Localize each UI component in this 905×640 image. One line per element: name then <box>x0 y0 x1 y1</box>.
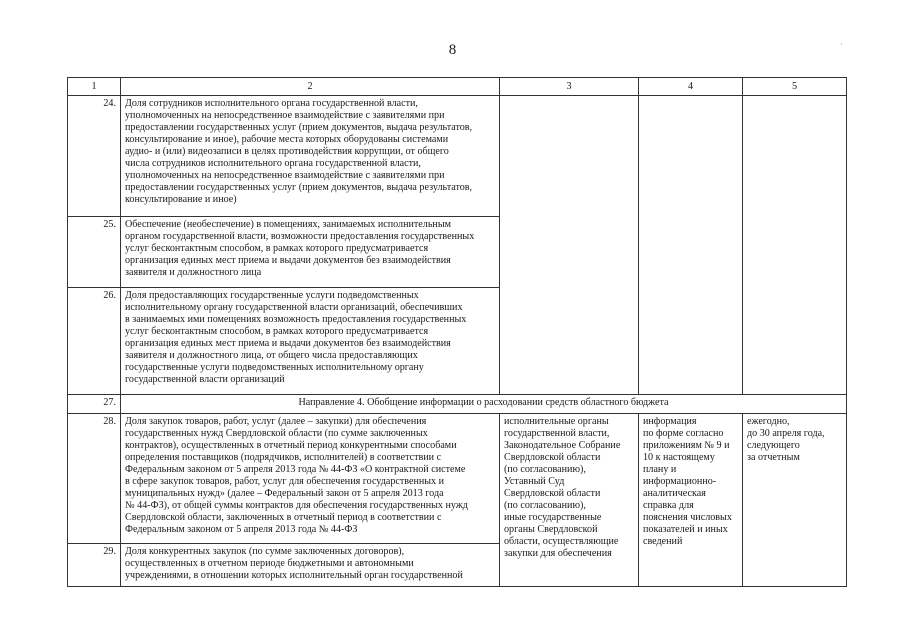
text-line: государственной власти организаций <box>125 374 285 385</box>
text-line: муниципальных нужд» (далее – Федеральный закон от 5 апреля 2013 года <box>125 488 444 499</box>
text-line: плану и <box>643 464 677 475</box>
text-line: ежегодно, <box>747 416 790 427</box>
text-line: уполномоченных на непосредственное взаимодействие с заявителями при <box>125 110 445 121</box>
text-line: приложениям № 9 и <box>643 440 730 451</box>
text-line: показателей и иных <box>643 524 728 535</box>
responsible-cell <box>500 96 639 395</box>
row-number: 27. <box>68 395 121 414</box>
text-line: государственной власти, <box>504 428 610 439</box>
text-line: услуг бесконтактным способом, в рамках которого предусматривается <box>125 326 429 337</box>
text-line: за отчетным <box>747 452 800 463</box>
text-line: Федеральным законом от 5 апреля 2013 года № 44-ФЗ <box>125 524 358 535</box>
text-line: информационно- <box>643 476 717 487</box>
text-line: предоставлении государственных услуг (прием документов, выдача результатов, <box>125 182 473 193</box>
text-line: исполнительному органу государственной власти организаций, обеспечивших <box>125 302 463 313</box>
text-line: Доля конкурентных закупок (по сумме заключенных договоров), <box>125 546 405 557</box>
source-cell <box>639 414 743 587</box>
text-line: консультирование и иное), рабочие места которых оборудованы системами <box>125 134 449 145</box>
text-line: № 44-ФЗ), от общей суммы контрактов для обеспечения государственных нужд <box>125 500 468 511</box>
section-title: Направление 4. Обобщение информации о расходовании средств областного бюджета <box>121 395 847 414</box>
text-line: Свердловской области, заключенных в отчетный период в соответствии с <box>125 512 442 523</box>
text-line: Обеспечение (необеспечение) в помещениях, занимаемых исполнительным <box>125 219 451 230</box>
text-line: Доля закупок товаров, работ, услуг (далее – закупки) для обеспечения <box>125 416 427 427</box>
source-cell <box>639 96 743 395</box>
text-line: организация единых мест приема и выдачи документов без взаимодействия <box>125 338 451 349</box>
header-col-1: 1 <box>68 78 121 96</box>
text-line: в сфере закупок товаров, работ, услуг для обеспечения государственных и <box>125 476 445 487</box>
section-row <box>68 395 847 414</box>
deadline-cell <box>743 96 847 395</box>
indicator-text <box>121 217 500 288</box>
table-header-row <box>68 78 847 96</box>
text-line: Уставный Суд <box>504 476 565 487</box>
text-line: Свердловской области <box>504 488 601 499</box>
text-line: пояснения числовых <box>643 512 732 523</box>
text-line: определения поставщиков (подрядчиков, исполнителей) в соответствии с <box>125 452 442 463</box>
text-line: услуг бесконтактным способом, в рамках которого предусматривается <box>125 243 429 254</box>
text-line: справка для <box>643 500 694 511</box>
scan-mark: · <box>840 40 843 49</box>
text-line: Федеральным законом от 5 апреля 2013 года № 44-ФЗ «О контрактной системе <box>125 464 466 475</box>
text-line: осуществленных в отчетном периоде бюджетными и автономными <box>125 558 414 569</box>
deadline-cell <box>743 414 847 587</box>
text-line: иные государственные <box>504 512 602 523</box>
text-line: исполнительные органы <box>504 416 609 427</box>
header-col-3: 3 <box>500 78 639 96</box>
text-line: (по согласованию), <box>504 500 586 511</box>
text-line: до 30 апреля года, <box>747 428 825 439</box>
text-line: (по согласованию), <box>504 464 586 475</box>
text-line: числа сотрудников исполнительного органа государственной власти, <box>125 158 421 169</box>
text-line: Свердловской области <box>504 452 601 463</box>
text-line: заявителя и должностного лица <box>125 267 262 278</box>
header-col-2: 2 <box>121 78 500 96</box>
text-line: в занимаемых ими помещениях возможность предоставления государственных <box>125 314 467 325</box>
header-col-5: 5 <box>743 78 847 96</box>
text-line: органом государственной власти, возможности предоставления государственных <box>125 231 475 242</box>
text-line: Законодательное Собрание <box>504 440 621 451</box>
text-line: учреждениями, в отношении которых исполнительный орган государственной <box>125 570 463 581</box>
text-line: информация <box>643 416 697 427</box>
text-line: заявителя и должностного лица, от общего числа предоставляющих <box>125 350 418 361</box>
text-line: аналитическая <box>643 488 706 499</box>
table-row <box>68 96 847 217</box>
header-col-4: 4 <box>639 78 743 96</box>
text-line: по форме согласно <box>643 428 724 439</box>
text-line: организация единых мест приема и выдачи документов без взаимодействия <box>125 255 451 266</box>
page-number: 8 <box>448 42 457 58</box>
text-line: предоставлении государственных услуг (прием документов, выдача результатов, <box>125 122 473 133</box>
text-line: области, осуществляющие <box>504 536 619 547</box>
indicator-text <box>121 96 500 217</box>
text-line: Доля сотрудников исполнительного органа государственной власти, <box>125 98 418 109</box>
text-line: аудио- и (или) видеозаписи в целях противодействия коррупции, от общего <box>125 146 449 157</box>
row-number: 28. <box>68 414 121 544</box>
text-line: следующего <box>747 440 800 451</box>
text-line: консультирование и иное) <box>125 194 237 205</box>
text-line: 10 к настоящему <box>643 452 715 463</box>
row-number: 26. <box>68 288 121 395</box>
row-number: 25. <box>68 217 121 288</box>
text-line: уполномоченных на непосредственное взаимодействие с заявителями при <box>125 170 445 181</box>
table-row <box>68 414 847 544</box>
plan-table <box>67 77 847 587</box>
indicator-text <box>121 544 500 587</box>
text-line: государственные услуги подведомственных исполнительному органу <box>125 362 424 373</box>
text-line: Доля предоставляющих государственные услуги подведомственных <box>125 290 419 301</box>
text-line: закупки для обеспечения <box>504 548 612 559</box>
row-number: 24. <box>68 96 121 217</box>
indicator-text <box>121 288 500 395</box>
text-line: органы Свердловской <box>504 524 598 535</box>
responsible-cell <box>500 414 639 587</box>
text-line: сведений <box>643 536 683 547</box>
row-number: 29. <box>68 544 121 587</box>
indicator-text <box>121 414 500 544</box>
text-line: государственных нужд Свердловской области (по сумме заключенных <box>125 428 428 439</box>
text-line: контрактов), осуществленных в отчетный период конкурентными способами <box>125 440 457 451</box>
